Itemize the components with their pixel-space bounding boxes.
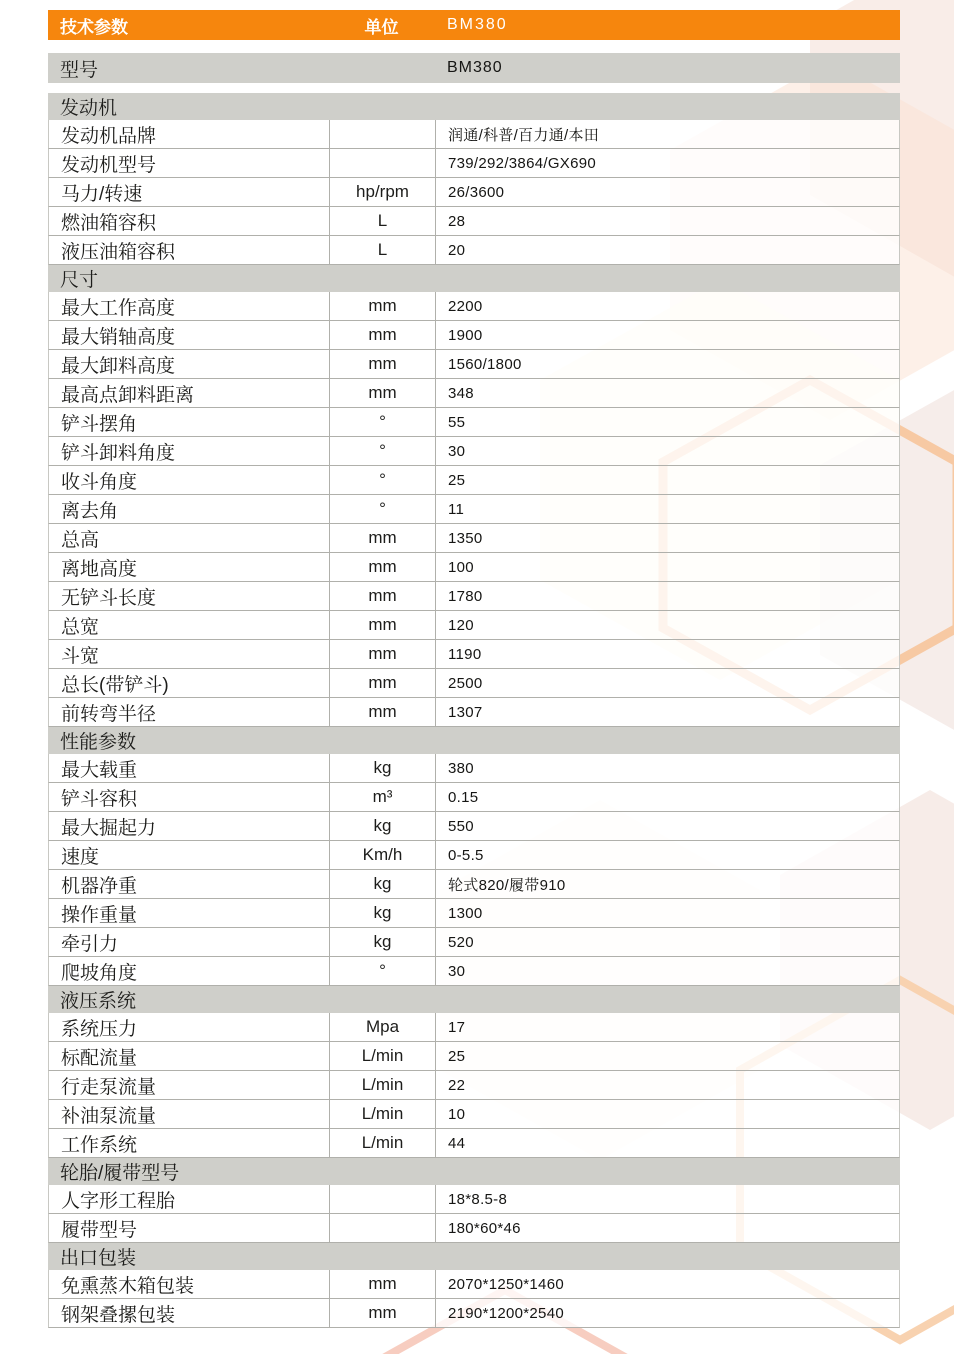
table-row [48, 1071, 900, 1100]
cell-value: 28 [448, 212, 466, 230]
table-row [48, 899, 900, 928]
cell-value: 180*60*46 [448, 1219, 521, 1237]
cell-value: 1900 [448, 326, 483, 344]
cell-label: 工作系统 [61, 1134, 138, 1156]
table-row [48, 1185, 900, 1214]
cell-label: 总宽 [61, 616, 100, 638]
cell-label: 补油泵流量 [61, 1105, 157, 1127]
cell-label: 总长(带铲斗) [61, 674, 169, 696]
cell-value: 25 [448, 471, 466, 489]
table-row [48, 1129, 900, 1158]
cell-value: 120 [448, 616, 474, 634]
table-row [48, 783, 900, 812]
cell-value: 0.15 [448, 788, 479, 806]
spacer [48, 40, 900, 53]
cell-unit: Mpa [329, 1013, 436, 1041]
table-row [48, 466, 900, 495]
cell-value: 550 [448, 817, 474, 835]
section-header: 尺寸 [48, 265, 900, 292]
cell-unit: kg [329, 870, 436, 898]
cell-unit [329, 149, 436, 177]
cell-unit: mm [329, 292, 436, 320]
cell-unit: Km/h [329, 841, 436, 869]
cell-unit: L [329, 236, 436, 264]
cell-unit: mm [329, 1270, 436, 1298]
cell-label: 液压油箱容积 [61, 241, 176, 263]
table-row [48, 524, 900, 553]
cell-value: 2190*1200*2540 [448, 1304, 564, 1322]
table-row [48, 236, 900, 265]
table-row [48, 1100, 900, 1129]
table-title: 技术参数 [60, 17, 128, 37]
cell-unit: kg [329, 812, 436, 840]
cell-unit: m³ [329, 783, 436, 811]
cell-unit: kg [329, 928, 436, 956]
cell-value: 1190 [448, 645, 482, 663]
cell-value: 26/3600 [448, 183, 505, 201]
cell-value: 2500 [448, 674, 483, 692]
table-row [48, 754, 900, 783]
cell-unit: kg [329, 754, 436, 782]
section-header: 发动机 [48, 93, 900, 120]
table-row [48, 495, 900, 524]
model-row-label: 型号 [60, 59, 99, 81]
spec-table [48, 10, 900, 1328]
cell-unit [329, 120, 436, 148]
section-header: 轮胎/履带型号 [48, 1158, 900, 1185]
cell-label: 收斗角度 [61, 471, 138, 493]
table-row [48, 698, 900, 727]
cell-label: 无铲斗长度 [61, 587, 157, 609]
table-row [48, 292, 900, 321]
model-row-value: BM380 [447, 59, 503, 76]
cell-unit: L/min [329, 1071, 436, 1099]
cell-value: 100 [448, 558, 474, 576]
cell-unit: L/min [329, 1129, 436, 1157]
cell-value: 380 [448, 759, 474, 777]
table-row [48, 350, 900, 379]
cell-unit: ° [329, 495, 436, 523]
cell-value: 1780 [448, 587, 483, 605]
cell-label: 斗宽 [61, 645, 100, 667]
cell-label: 履带型号 [61, 1219, 138, 1241]
cell-value: 20 [448, 241, 466, 259]
cell-label: 马力/转速 [61, 183, 143, 205]
table-row [48, 1042, 900, 1071]
cell-unit: mm [329, 350, 436, 378]
model-column-header: BM380 [447, 16, 508, 33]
cell-label: 发动机品牌 [61, 125, 157, 147]
cell-label: 最高点卸料距离 [61, 384, 195, 406]
cell-label: 牵引力 [61, 933, 119, 955]
cell-unit: mm [329, 611, 436, 639]
table-row [48, 120, 900, 149]
cell-unit: ° [329, 437, 436, 465]
cell-label: 最大掘起力 [61, 817, 157, 839]
cell-label: 离地高度 [61, 558, 138, 580]
cell-label: 最大载重 [61, 759, 138, 781]
table-row [48, 928, 900, 957]
section-header: 性能参数 [48, 727, 900, 754]
cell-value: 1307 [448, 703, 483, 721]
section-header: 出口包装 [48, 1243, 900, 1270]
table-row [48, 437, 900, 466]
cell-label: 标配流量 [61, 1047, 138, 1069]
table-row [48, 1270, 900, 1299]
cell-unit: ° [329, 957, 436, 985]
cell-unit [329, 1214, 436, 1242]
cell-unit: kg [329, 899, 436, 927]
cell-value: 520 [448, 933, 474, 951]
cell-unit: L/min [329, 1042, 436, 1070]
cell-label: 最大工作高度 [61, 297, 176, 319]
table-row [48, 379, 900, 408]
cell-label: 免熏蒸木箱包装 [61, 1275, 195, 1297]
cell-unit: mm [329, 321, 436, 349]
cell-value: 0-5.5 [448, 846, 484, 864]
cell-value: 10 [448, 1105, 466, 1123]
table-row [48, 408, 900, 437]
cell-unit [329, 1185, 436, 1213]
table-row [48, 178, 900, 207]
cell-unit: mm [329, 553, 436, 581]
cell-label: 铲斗摆角 [61, 413, 138, 435]
cell-label: 最大销轴高度 [61, 326, 176, 348]
spec-table-body [48, 93, 900, 1328]
table-row [48, 669, 900, 698]
cell-value: 348 [448, 384, 474, 402]
cell-label: 钢架叠摞包装 [61, 1304, 176, 1326]
table-row [48, 149, 900, 178]
model-row [48, 53, 900, 83]
cell-unit: ° [329, 466, 436, 494]
table-row [48, 812, 900, 841]
cell-unit: ° [329, 408, 436, 436]
table-row [48, 553, 900, 582]
cell-value: 2200 [448, 297, 483, 315]
cell-unit: mm [329, 698, 436, 726]
cell-value: 1300 [448, 904, 483, 922]
model-row-unit-cell [328, 53, 435, 83]
cell-unit: mm [329, 640, 436, 668]
cell-label: 离去角 [61, 500, 119, 522]
cell-value: 18*8.5-8 [448, 1190, 508, 1208]
cell-unit: L [329, 207, 436, 235]
cell-label: 机器净重 [61, 875, 138, 897]
table-row [48, 207, 900, 236]
spacer [48, 83, 900, 93]
cell-value: 润通/科普/百力通/本田 [448, 126, 600, 144]
table-row [48, 841, 900, 870]
cell-label: 人字形工程胎 [61, 1190, 176, 1212]
cell-value: 55 [448, 413, 466, 431]
unit-column-header: 单位 [364, 17, 399, 37]
cell-label: 总高 [61, 529, 100, 551]
cell-label: 发动机型号 [61, 154, 157, 176]
cell-unit: mm [329, 582, 436, 610]
section-header: 液压系统 [48, 986, 900, 1013]
cell-value: 25 [448, 1047, 466, 1065]
cell-value: 30 [448, 442, 466, 460]
table-row [48, 321, 900, 350]
cell-value: 2070*1250*1460 [448, 1275, 564, 1293]
cell-label: 操作重量 [61, 904, 138, 926]
cell-value: 17 [448, 1018, 466, 1036]
table-header-bar [48, 10, 900, 40]
table-row [48, 582, 900, 611]
table-row [48, 1013, 900, 1042]
cell-value: 44 [448, 1134, 466, 1152]
cell-unit: mm [329, 379, 436, 407]
cell-label: 最大卸料高度 [61, 355, 176, 377]
cell-label: 铲斗卸料角度 [61, 442, 176, 464]
cell-label: 铲斗容积 [61, 788, 138, 810]
cell-value: 1560/1800 [448, 355, 522, 373]
cell-value: 30 [448, 962, 466, 980]
cell-value: 11 [448, 500, 465, 518]
cell-value: 739/292/3864/GX690 [448, 154, 597, 172]
cell-unit: mm [329, 524, 436, 552]
cell-label: 燃油箱容积 [61, 212, 157, 234]
table-row [48, 640, 900, 669]
cell-unit: hp/rpm [329, 178, 436, 206]
cell-value: 22 [448, 1076, 466, 1094]
table-row [48, 611, 900, 640]
cell-label: 系统压力 [61, 1018, 138, 1040]
cell-value: 1350 [448, 529, 483, 547]
cell-label: 行走泵流量 [61, 1076, 157, 1098]
cell-label: 爬坡角度 [61, 962, 138, 984]
cell-unit: mm [329, 1299, 436, 1327]
cell-value: 轮式820/履带910 [448, 876, 566, 894]
table-row [48, 1214, 900, 1243]
cell-unit: L/min [329, 1100, 436, 1128]
cell-label: 速度 [61, 846, 100, 868]
cell-label: 前转弯半径 [61, 703, 157, 725]
table-row [48, 870, 900, 899]
table-row [48, 957, 900, 986]
cell-unit: mm [329, 669, 436, 697]
table-row [48, 1299, 900, 1328]
